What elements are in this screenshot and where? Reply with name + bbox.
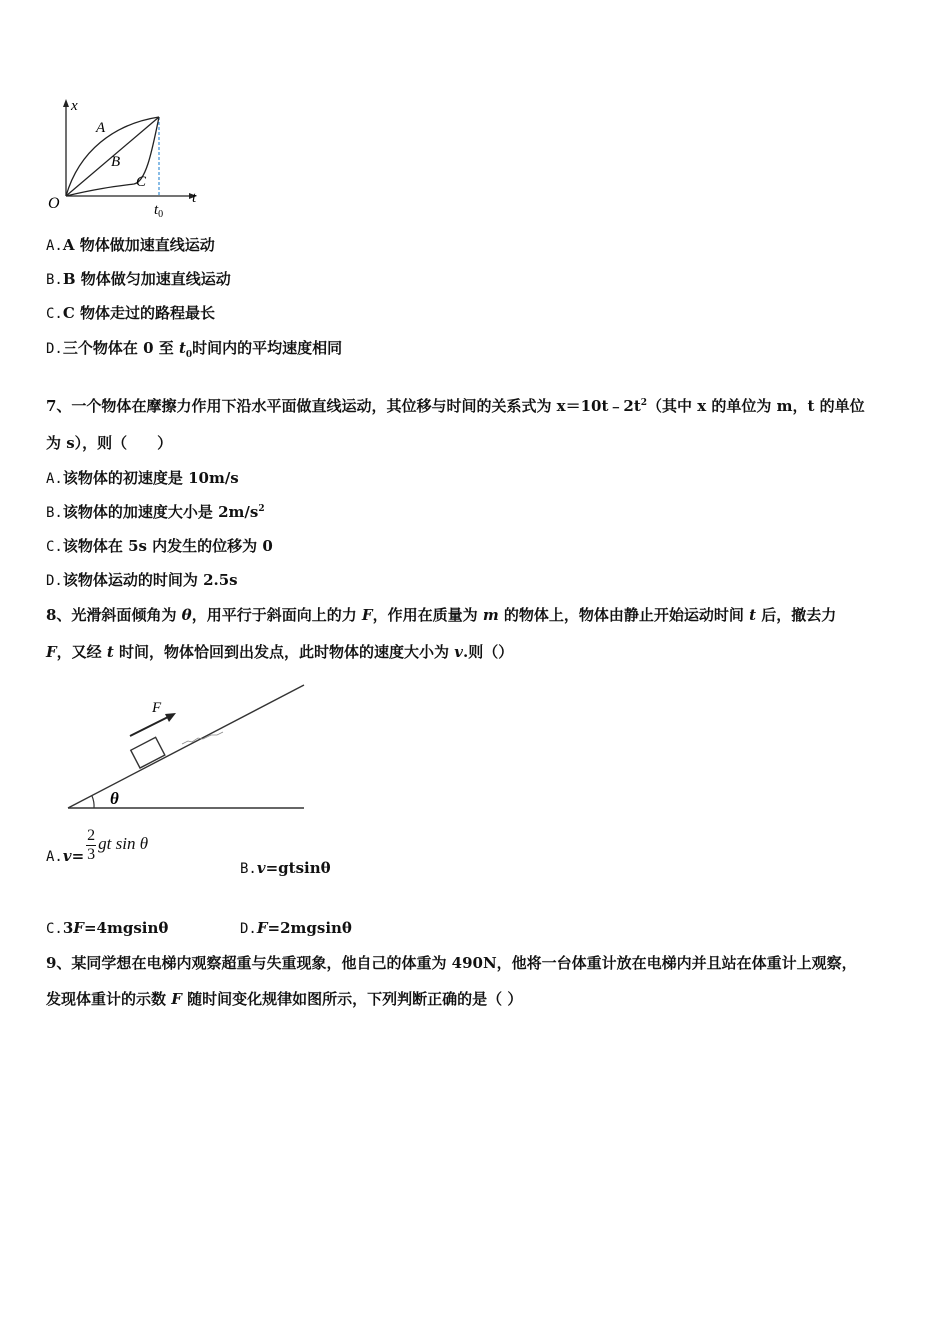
force-label: F [152, 700, 162, 716]
q8-option-d: D.F=2mgsinθ [240, 919, 352, 937]
axis-label-x: x [71, 98, 78, 114]
q7-option-d: D.该物体运动的时间为 2.5s [46, 571, 238, 589]
q8-stem-line1: 8、光滑斜面倾角为 θ，用平行于斜面向上的力 F，作用在质量为 m 的物体上，物体由静止开始运动时间 t 后，撤去力 [46, 606, 837, 624]
t0-label: $t_0$ [154, 202, 164, 220]
y-axis-arrow [63, 99, 69, 107]
fraction-two-thirds: $\frac{2}{3}$ [87, 826, 96, 863]
curve-b-label: B [111, 154, 121, 170]
q7-option-a: A.该物体的初速度是 10m/s [46, 469, 239, 487]
q8-stem-line2: F，又经 t 时间，物体恰回到出发点，此时物体的速度大小为 v.则（） [46, 643, 514, 661]
curve-a-label: A [96, 120, 106, 136]
q7-option-c: C.该物体在 5s 内发生的位移为 0 [46, 537, 273, 555]
q7-stem-line1: 7、一个物体在摩擦力作用下沿水平面做直线运动，其位移与时间的关系式为 $x=10t﹣2t^2$（其中 x 的单位为 m，t 的单位 [46, 397, 865, 415]
q8-option-a: A.v= $\frac{2}{3}$ gt sin θ [46, 826, 149, 865]
xt-graph [44, 96, 214, 220]
q6-option-c: C.C 物体走过的路程最长 [46, 304, 216, 322]
q7-stem-line2: 为 s），则（ ） [46, 434, 173, 452]
q8-option-b: B.v=gtsinθ [240, 859, 331, 877]
q9-stem-line2: 发现体重计的示数 F 随时间变化规律如图所示，下列判断正确的是（ ） [46, 990, 523, 1008]
q6-option-a: A.A 物体做加速直线运动 [46, 236, 215, 254]
angle-label: θ [110, 789, 119, 808]
axis-label-t: t [192, 190, 197, 206]
force-arrow [130, 716, 170, 736]
q6-option-d: D.三个物体在 0 至 $t_0$时间内的平均速度相同 [46, 339, 343, 360]
q9-stem-line1: 9、某同学想在电梯内观察超重与失重现象，他自己的体重为 490N，他将一台体重计放在电梯内并且站在体重计上观察， [46, 954, 857, 972]
angle-arc [92, 796, 94, 808]
incline-slope [68, 685, 304, 808]
origin-label: O [48, 195, 60, 212]
q8-option-c: C.3F=4mgsinθ [46, 919, 169, 937]
block [131, 737, 165, 768]
curve-c-label: C [136, 174, 147, 190]
q6-option-b: B.B 物体做匀加速直线运动 [46, 270, 231, 288]
q7-option-b: B.该物体的加速度大小是 $2m/s^2$ [46, 503, 265, 521]
incline-figure [60, 680, 322, 824]
